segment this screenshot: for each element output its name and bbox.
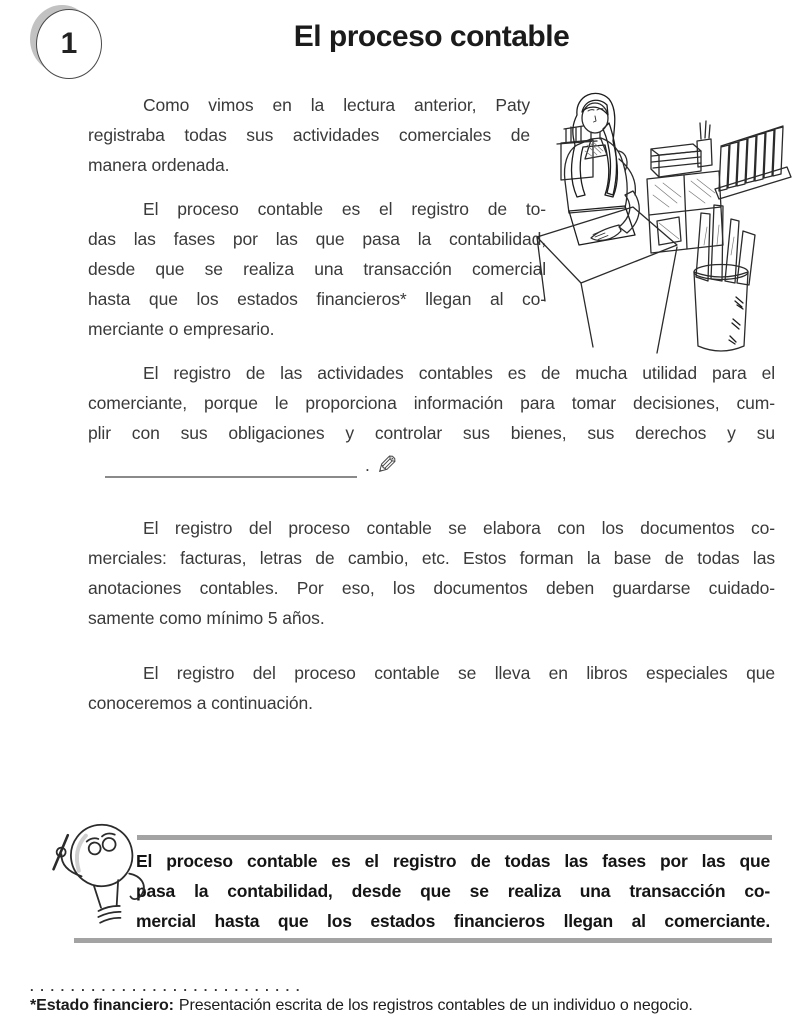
body-line: samente como mínimo 5 años. — [88, 608, 325, 628]
paragraph-2 — [88, 194, 546, 344]
paty-at-counter-illustration — [535, 85, 800, 355]
body-line: plir con sus obligaciones y controlar sus bienes, sus derechos y su — [88, 423, 775, 443]
book-row — [715, 126, 791, 199]
footnote-dots: . . . . . . . . . . . . . . . . . . . . . . . . . . . — [30, 979, 301, 994]
callout-line: mercial hasta que los estados financieros llegan al comerciante. — [136, 911, 770, 931]
pencil-icon: ✎ — [375, 451, 398, 481]
body-line: desde que se realiza una transacción comercial — [88, 259, 546, 279]
body-line: anotaciones contables. Por eso, los documentos deben guardarse cuidado- — [88, 578, 775, 598]
lightbulb-body — [48, 820, 149, 941]
callout-line: El proceso contable es el registro de todas las fases por las que — [136, 851, 770, 871]
footnote-definition: Presentación escrita de los registros contables de un individuo o negocio. — [178, 997, 693, 1014]
pencil-cup — [697, 121, 712, 167]
body-line: conoceremos a continuación. — [88, 693, 313, 713]
body-line: manera ordenada. — [88, 155, 230, 175]
callout-box — [136, 846, 770, 936]
body-line: El registro del proceso contable se elabora con los documentos co- — [143, 518, 775, 538]
shelf-unit — [647, 171, 723, 253]
body-line: Como vimos en la lectura anterior, Paty — [143, 95, 530, 115]
poster-bucket — [694, 204, 755, 352]
fill-in-blank-row — [88, 448, 775, 484]
footnote — [30, 997, 693, 1015]
body-line: das las fases por las que pasa la contabilidad, — [88, 229, 546, 249]
body-line: El registro del proceso contable se lleva en libros especiales que — [143, 663, 775, 683]
paragraph-5 — [88, 658, 775, 718]
paragraph-3 — [88, 358, 775, 484]
body-line: merciales: facturas, letras de cambio, etc. Estos forman la base de todas las — [88, 548, 775, 568]
chapter-number: 1 — [36, 9, 102, 79]
paragraph-1 — [88, 90, 530, 180]
page-title: El proceso contable — [293, 20, 570, 53]
body-line: comerciante, porque le proporciona información para tomar decisiones, cum- — [88, 393, 775, 413]
lightbulb-mascot-icon — [42, 814, 156, 942]
callout-bottom-rule — [74, 938, 772, 943]
body-line: hasta que los estados financieros* llegan al co- — [88, 289, 546, 309]
body-line: El registro de las actividades contables es de mucha utilidad para el — [143, 363, 775, 383]
body-line: merciante o empresario. — [88, 319, 275, 339]
paty-figure — [565, 93, 636, 245]
footnote-term: *Estado financiero: — [30, 997, 174, 1014]
callout-top-rule — [137, 835, 772, 840]
paragraph-4 — [88, 513, 775, 633]
blank-period: . — [365, 455, 370, 475]
callout-line: pasa la contabilidad, desde que se realiza una transacción co- — [136, 881, 770, 901]
body-line: registraba todas sus actividades comerciales de — [88, 125, 530, 145]
paper-stack — [651, 144, 701, 177]
body-line: El proceso contable es el registro de to- — [143, 199, 546, 219]
fill-in-blank-line — [105, 450, 357, 478]
paty-hand — [591, 191, 639, 240]
